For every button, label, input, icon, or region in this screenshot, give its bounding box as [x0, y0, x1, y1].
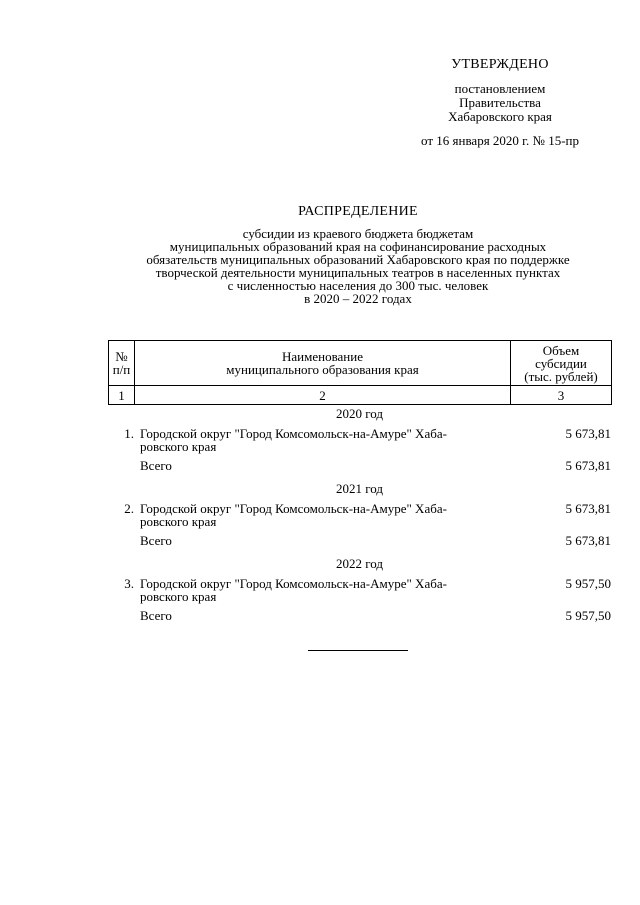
approval-line: Правительства [459, 95, 541, 110]
year-label: 2020 год [336, 406, 383, 421]
total-amount: 5 673,81 [565, 458, 611, 473]
approval-block [380, 58, 620, 148]
table-row [108, 499, 611, 531]
total-amount: 5 673,81 [565, 533, 611, 548]
approval-title: УТВЕРЖДЕНО [451, 57, 549, 72]
header-text: Объем [542, 342, 580, 358]
header-cell-amount [511, 341, 612, 386]
total-label: Всего [140, 458, 172, 473]
document-title: РАСПРЕДЕЛЕНИЕ [298, 204, 418, 219]
name-line: Городской округ "Город Комсомольск-на-Амуре" Хаба- [140, 426, 447, 441]
row-number: 3. [124, 576, 134, 591]
heading-line: субсидии из краевого бюджета бюджетам [242, 226, 474, 241]
heading-line: обязательств муниципальных образований Хабаровского края по поддержке [146, 252, 570, 267]
heading-line: с численностью населения до 300 тыс. человек [227, 278, 489, 293]
total-amount: 5 957,50 [565, 608, 611, 623]
subsidy-amount: 5 673,81 [565, 501, 611, 516]
municipality-name [134, 424, 510, 456]
row-number: 1. [124, 426, 134, 441]
table-row [108, 574, 611, 606]
year-label: 2021 год [336, 481, 383, 496]
header-cell-number [109, 341, 135, 386]
approval-date: от 16 января 2020 г. № 15-пр [421, 133, 579, 148]
total-row [108, 531, 611, 554]
year-label: 2022 год [336, 556, 383, 571]
subsidy-table-body [108, 404, 611, 629]
heading-line: муниципальных образований края на софинансирование расходных [169, 239, 547, 254]
header-text: субсидии [535, 355, 587, 371]
table-header-row [109, 341, 612, 386]
name-line: ровского края [140, 589, 217, 604]
name-line: ровского края [140, 514, 217, 529]
heading-line: в 2020 – 2022 годах [304, 291, 412, 306]
header-cell-name [135, 341, 511, 386]
subsidy-amount: 5 957,50 [565, 576, 611, 591]
approval-line: постановлением [454, 81, 546, 96]
header-text: п/п [112, 362, 131, 377]
column-number: 3 [511, 386, 612, 405]
column-number-row [109, 386, 612, 405]
row-number: 2. [124, 501, 134, 516]
header-text: (тыс. рублей) [524, 368, 598, 384]
total-row [108, 456, 611, 479]
name-line: ровского края [140, 439, 217, 454]
column-number: 1 [109, 386, 135, 405]
header-text: муниципального образования края [226, 362, 419, 377]
municipality-name [134, 499, 510, 531]
approval-line: Хабаровского края [448, 109, 552, 124]
subsidy-table-header [108, 340, 612, 405]
total-label: Всего [140, 608, 172, 623]
column-number: 2 [135, 386, 511, 405]
total-row [108, 606, 611, 629]
header-text: Наименование [282, 349, 363, 364]
name-line: Городской округ "Город Комсомольск-на-Амуре" Хаба- [140, 501, 447, 516]
subsidy-amount: 5 673,81 [565, 426, 611, 441]
table-row [108, 424, 611, 456]
document-heading [100, 205, 616, 305]
header-text: № [115, 349, 128, 364]
name-line: Городской округ "Город Комсомольск-на-Амуре" Хаба- [140, 576, 447, 591]
end-separator-line [308, 650, 408, 651]
heading-line: творческой деятельности муниципальных театров в населенных пунктах [155, 265, 561, 280]
total-label: Всего [140, 533, 172, 548]
municipality-name [134, 574, 510, 606]
